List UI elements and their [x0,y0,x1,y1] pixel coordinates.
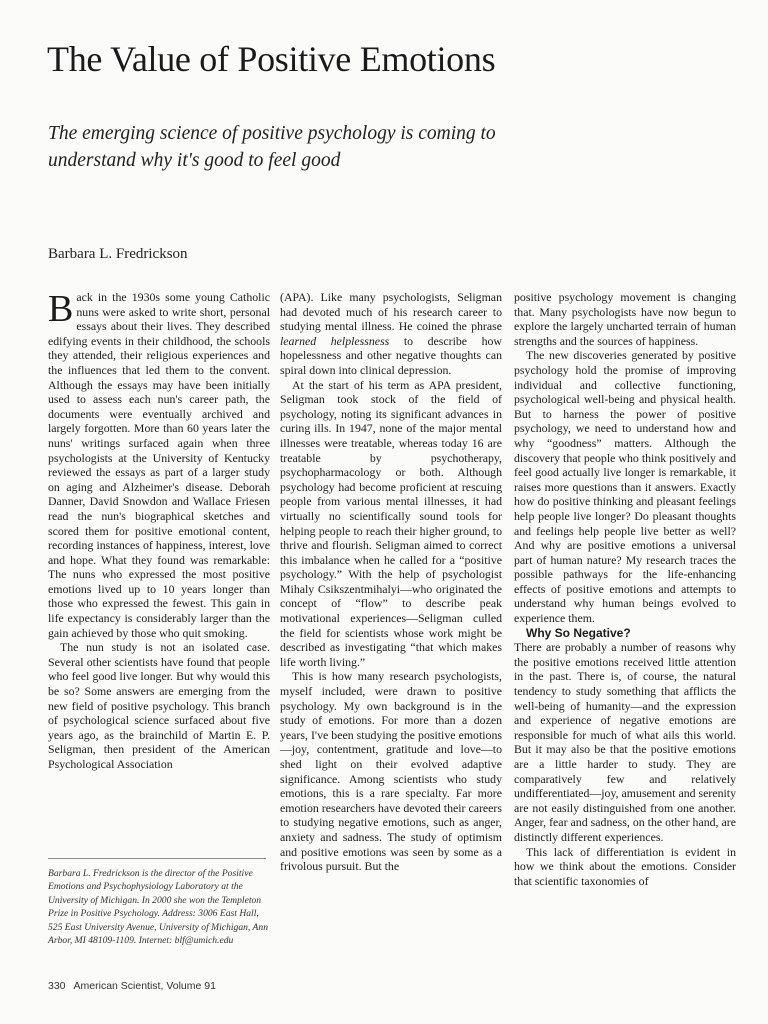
paragraph: There are probably a number of reasons why the positive emotions received little attention in the past. There is, of course, the natural tendency to study something that afflicts the well-being of humanity—and the expression and experience of negative emotions are responsible for much of what ails this world. But it may also be that the positive emotions are a little harder to study. They are comparatively few and relatively undifferentiated—joy, amusement and serenity are not easily distinguished from one another. Anger, fear and sadness, on the other hand, are distinctly different experiences. [514,640,737,844]
author-name: Barbara L. Fredrickson [48,246,188,262]
author-bio: Barbara L. Fredrickson is the director of the Positive Emotions and Psychophysiology Laboratory at the University of Michigan. In 2000 she won the Templeton Prize in Positive Psychology. Address: 3006 East Hall, 525 East University Avenue, University of Michigan, Ann Arbor, MI 48109-1109. Internet: blf@umich.edu [48,868,268,947]
paragraph [48,290,270,640]
bio-divider [48,858,266,859]
paragraph: At the start of his term as APA president, Seligman took stock of the field of psychology, noting its significant advances in curing ills. In 1947, none of the major mental illnesses were treatable, whereas today 16 are treatable by psychotherapy, psychopharmacology or both. Although psychology had become proficient at rescuing people from various mental illnesses, it had virtually no scientifically sound tools for helping people to reach their higher ground, to thrive and flourish. Seligman aimed to correct this imbalance when he called for a “positive psychology.” With the help of psychologist Mihaly Csikszentmihalyi—who originated the concept of “flow” to describe peak motivational experiences—Seligman culled the field for scientists whose work might be described as investigating “that which makes life worth living.” [280,377,502,669]
paragraph: This lack of differentiation is evident in how we think about the emotions. Consider that scientific taxonomies of [514,844,736,888]
section-heading: Why So Negative? [526,625,631,640]
emphasis-term: learned helplessness [280,333,390,348]
paragraph: The new discoveries generated by positive psychology hold the promise of improving individual and collective functioning, psychological well-being and physical health. But to harness the power of positive psychology, we need to understand how and why “goodness” matters. Although the discovery that people who think positively and feel good actually live longer is remarkable, it raises more questions than it answers. Exactly how do positive thinking and pleasant feelings help people live longer? Do pleasant thoughts and feelings help people live better as well? And why are positive emotions a universal part of human nature? My research traces the possible pathways for the life-enhancing effects of positive emotions and attempts to understand why human beings evolved to experience them. [514,348,736,626]
paragraph-text: (APA). Like many psychologists, Seligman had devoted much of his research career to studying mental illness. He coined the phrase [280,290,502,334]
paragraph-text: to describe how hopelessness and other negative thoughts can spiral down into clinical depression. [280,333,502,377]
paragraph-text: ack in the 1930s some young Catholic nuns were asked to write short, personal essays about their lives. They described edifying events in their childhood, the schools they attended, their religious experiences and the influences that led them to the convent. Although the essays may have been initially used to assess each nun's career path, the documents were eventually archived and largely forgotten. More than 60 years later the nuns' writings surfaced again when three psychologists at the University of Kentucky reviewed the essays as part of a larger study on aging and Alzheimer's disease. Deborah Danner, David Snowdon and Wallace Friesen read the nun's biographical sketches and scored them for positive emotional content, recording instances of happiness, interest, love and hope. What they found was remarkable: The nuns who expressed the most positive emotions lived up to 10 years longer than those who expressed the fewest. This gain in life expectancy is considerably larger than the gain achieved by those who quit smoking. [48,290,270,640]
paragraph: This is how many research psychologists, myself included, were drawn to positive psychology. My own background is in the study of emotions. For more than a dozen years, I've been studying the positive emotions—joy, contentment, gratitude and love—to shed light on their evolved adaptive significance. Among scientists who study emotions, this is a rare specialty. Far more emotion researchers have devoted their careers to studying negative emotions, such as anger, anxiety and sadness. The study of optimism and positive emotions was seen by some as a frivolous pursuit. But the [280,669,502,874]
body-column-2 [280,290,502,874]
article-title: The Value of Positive Emotions [47,39,496,79]
body-column-3 [514,290,736,888]
page-footer [48,980,224,992]
paragraph [280,290,502,378]
paragraph: The nun study is not an isolated case. Several other scientists have found that people who feel good live longer. But why would this be so? Some answers are emerging from the new field of positive psychology. This branch of psychological science surfaced about five years ago, as the brainchild of Martin E. P. Seligman, then president of the American Psychological Association [48,640,270,771]
article-subtitle: The emerging science of positive psychology is coming to understand why it's good to feel good [48,123,496,171]
page-number: 330 [48,980,66,992]
body-column-1 [48,290,270,772]
paragraph: positive psychology movement is changing that. Many psychologists have now begun to explore the largely uncharted terrain of human strengths and the sources of happiness. [514,290,736,348]
drop-cap: B [48,288,74,330]
journal-name: American Scientist, Volume 91 [73,980,216,992]
